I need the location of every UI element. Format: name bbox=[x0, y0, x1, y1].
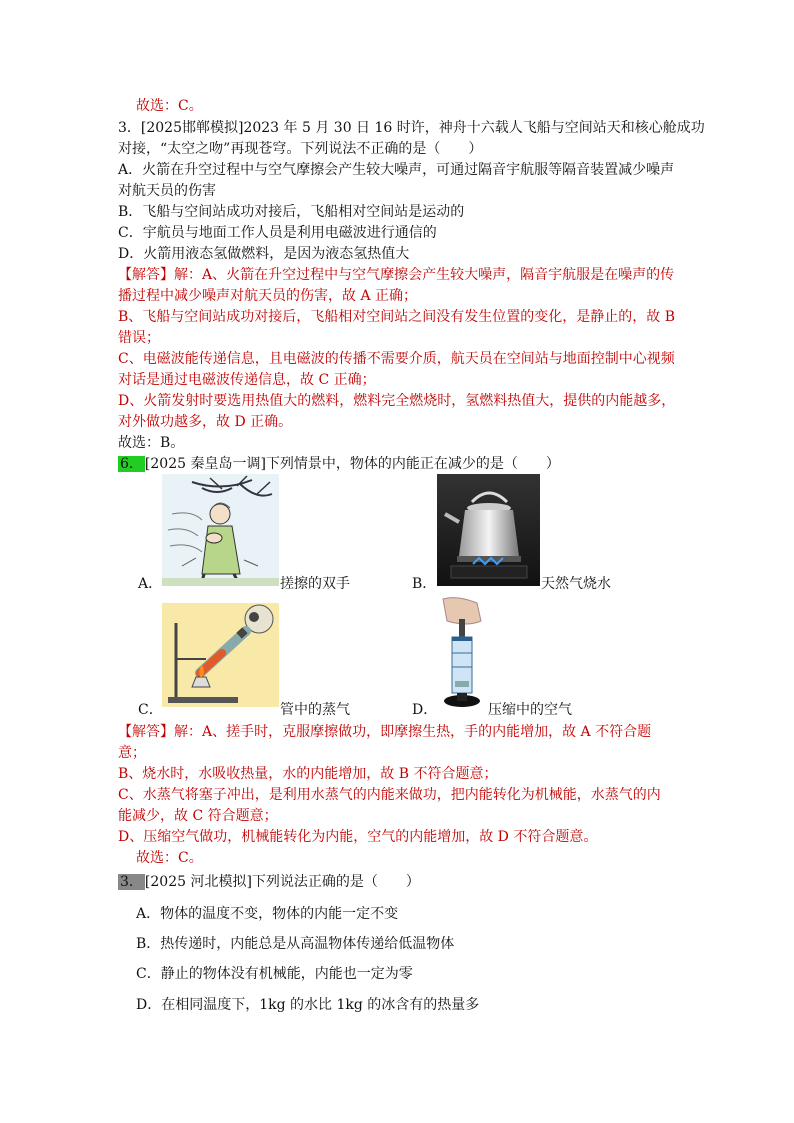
q3b-option-d: D．在相同温度下，1kg 的水比 1kg 的冰含有的热量多 bbox=[136, 997, 480, 1013]
q6-option-c-letter: C． bbox=[138, 702, 163, 718]
q6-number: 6． bbox=[120, 456, 143, 472]
q3b-number: 3． bbox=[120, 874, 143, 890]
q3-option-d: D．火箭用液态氢做燃料，是因为液态氢热值大 bbox=[118, 246, 410, 262]
q3-option-c: C．宇航员与地面工作人员是利用电磁波进行通信的 bbox=[118, 225, 437, 241]
q3-answer-line4: 错误； bbox=[118, 330, 160, 346]
q3-stem-line2: 对接，“太空之吻”再现苍穹。下列说法不正确的是（ ） bbox=[118, 141, 483, 157]
q3-answer-line2: 播过程中减少噪声对航天员的伤害，故 A 正确； bbox=[118, 288, 418, 304]
q6-option-d-letter: D． bbox=[412, 702, 438, 718]
q6-option-c-image bbox=[162, 603, 279, 707]
q6-answer-line5: 能减少，故 C 符合题意； bbox=[118, 808, 278, 824]
q6-option-b-image bbox=[437, 474, 540, 586]
q6-answer-line4: C、水蒸气将塞子冲出，是利用水蒸气的内能来做功，把内能转化为机械能，水蒸气的内 bbox=[118, 787, 661, 803]
q3-answer-line1: 【解答】解：A、火箭在升空过程中与空气摩擦会产生较大噪声，隔音宇航服是在噪声的传 bbox=[118, 267, 675, 283]
q3b-option-b: B．热传递时，内能总是从高温物体传递给低温物体 bbox=[136, 936, 455, 952]
q3-answer-select: 故选：B。 bbox=[118, 435, 185, 451]
q3b-stem-text: [2025 河北模拟]下列说法正确的是（ ） bbox=[144, 874, 420, 890]
prev-answer-select: 故选：C。 bbox=[136, 98, 203, 114]
q6-stem-text: [2025 秦皇岛一调]下列情景中，物体的内能正在减少的是（ ） bbox=[144, 456, 560, 472]
q3-option-a-line1: A．火箭在升空过程中与空气摩擦会产生较大噪声，可通过隔音宇航服等隔音装置减少噪声 bbox=[118, 162, 675, 178]
q3-answer-line3: B、飞船与空间站成功对接后，飞船相对空间站之间没有发生位置的变化，是静止的，故 B bbox=[118, 309, 676, 325]
q6-option-c-text: 管中的蒸气 bbox=[280, 702, 350, 718]
q6-option-a-text: 搓擦的双手 bbox=[280, 576, 350, 592]
q6-option-d-image bbox=[437, 597, 487, 709]
q6-answer-line6: D、压缩空气做功，机械能转化为内能，空气的内能增加，故 D 不符合题意。 bbox=[118, 829, 598, 845]
q6-answer-line3: B、烧水时，水吸收热量，水的内能增加，故 B 不符合题意； bbox=[118, 766, 498, 782]
q6-option-a-image bbox=[162, 474, 279, 586]
q3-answer-line6: 对话是通过电磁波传递信息，故 C 正确； bbox=[118, 372, 376, 388]
q3b-stem bbox=[118, 872, 420, 892]
q6-option-b-letter: B． bbox=[412, 576, 437, 592]
q3-answer-line8: 对外做功越多，故 D 正确。 bbox=[118, 414, 293, 430]
q3b-option-c: C．静止的物体没有机械能，内能也一定为零 bbox=[136, 966, 413, 982]
q6-stem bbox=[118, 454, 560, 474]
q3-answer-line7: D、火箭发射时要选用热值大的燃料，燃料完全燃烧时，氢燃料热值大，提供的内能越多， bbox=[118, 393, 676, 409]
q3-stem-line1: 3．[2025邯郸模拟]2023 年 5 月 30 日 16 时许，神舟十六载人飞船与空间站天和核心舱成功 bbox=[118, 120, 705, 136]
q6-answer-line2: 意； bbox=[118, 745, 146, 761]
q6-option-b-text: 天然气烧水 bbox=[541, 576, 611, 592]
q6-answer-select: 故选：C。 bbox=[136, 850, 203, 866]
q3-option-a-line2: 对航天员的伤害 bbox=[118, 183, 216, 199]
q3-answer-line5: C、电磁波能传递信息，且电磁波的传播不需要介质，航天员在空间站与地面控制中心视频 bbox=[118, 351, 675, 367]
q6-option-a-letter: A． bbox=[138, 576, 163, 592]
q3-option-b: B．飞船与空间站成功对接后，飞船相对空间站是运动的 bbox=[118, 204, 465, 220]
q6-answer-line1: 【解答】解：A、搓手时，克服摩擦做功，即摩擦生热，手的内能增加，故 A 不符合题 bbox=[118, 724, 652, 740]
q3b-option-a: A．物体的温度不变，物体的内能一定不变 bbox=[136, 906, 399, 922]
q6-option-d-text: 压缩中的空气 bbox=[488, 702, 572, 718]
